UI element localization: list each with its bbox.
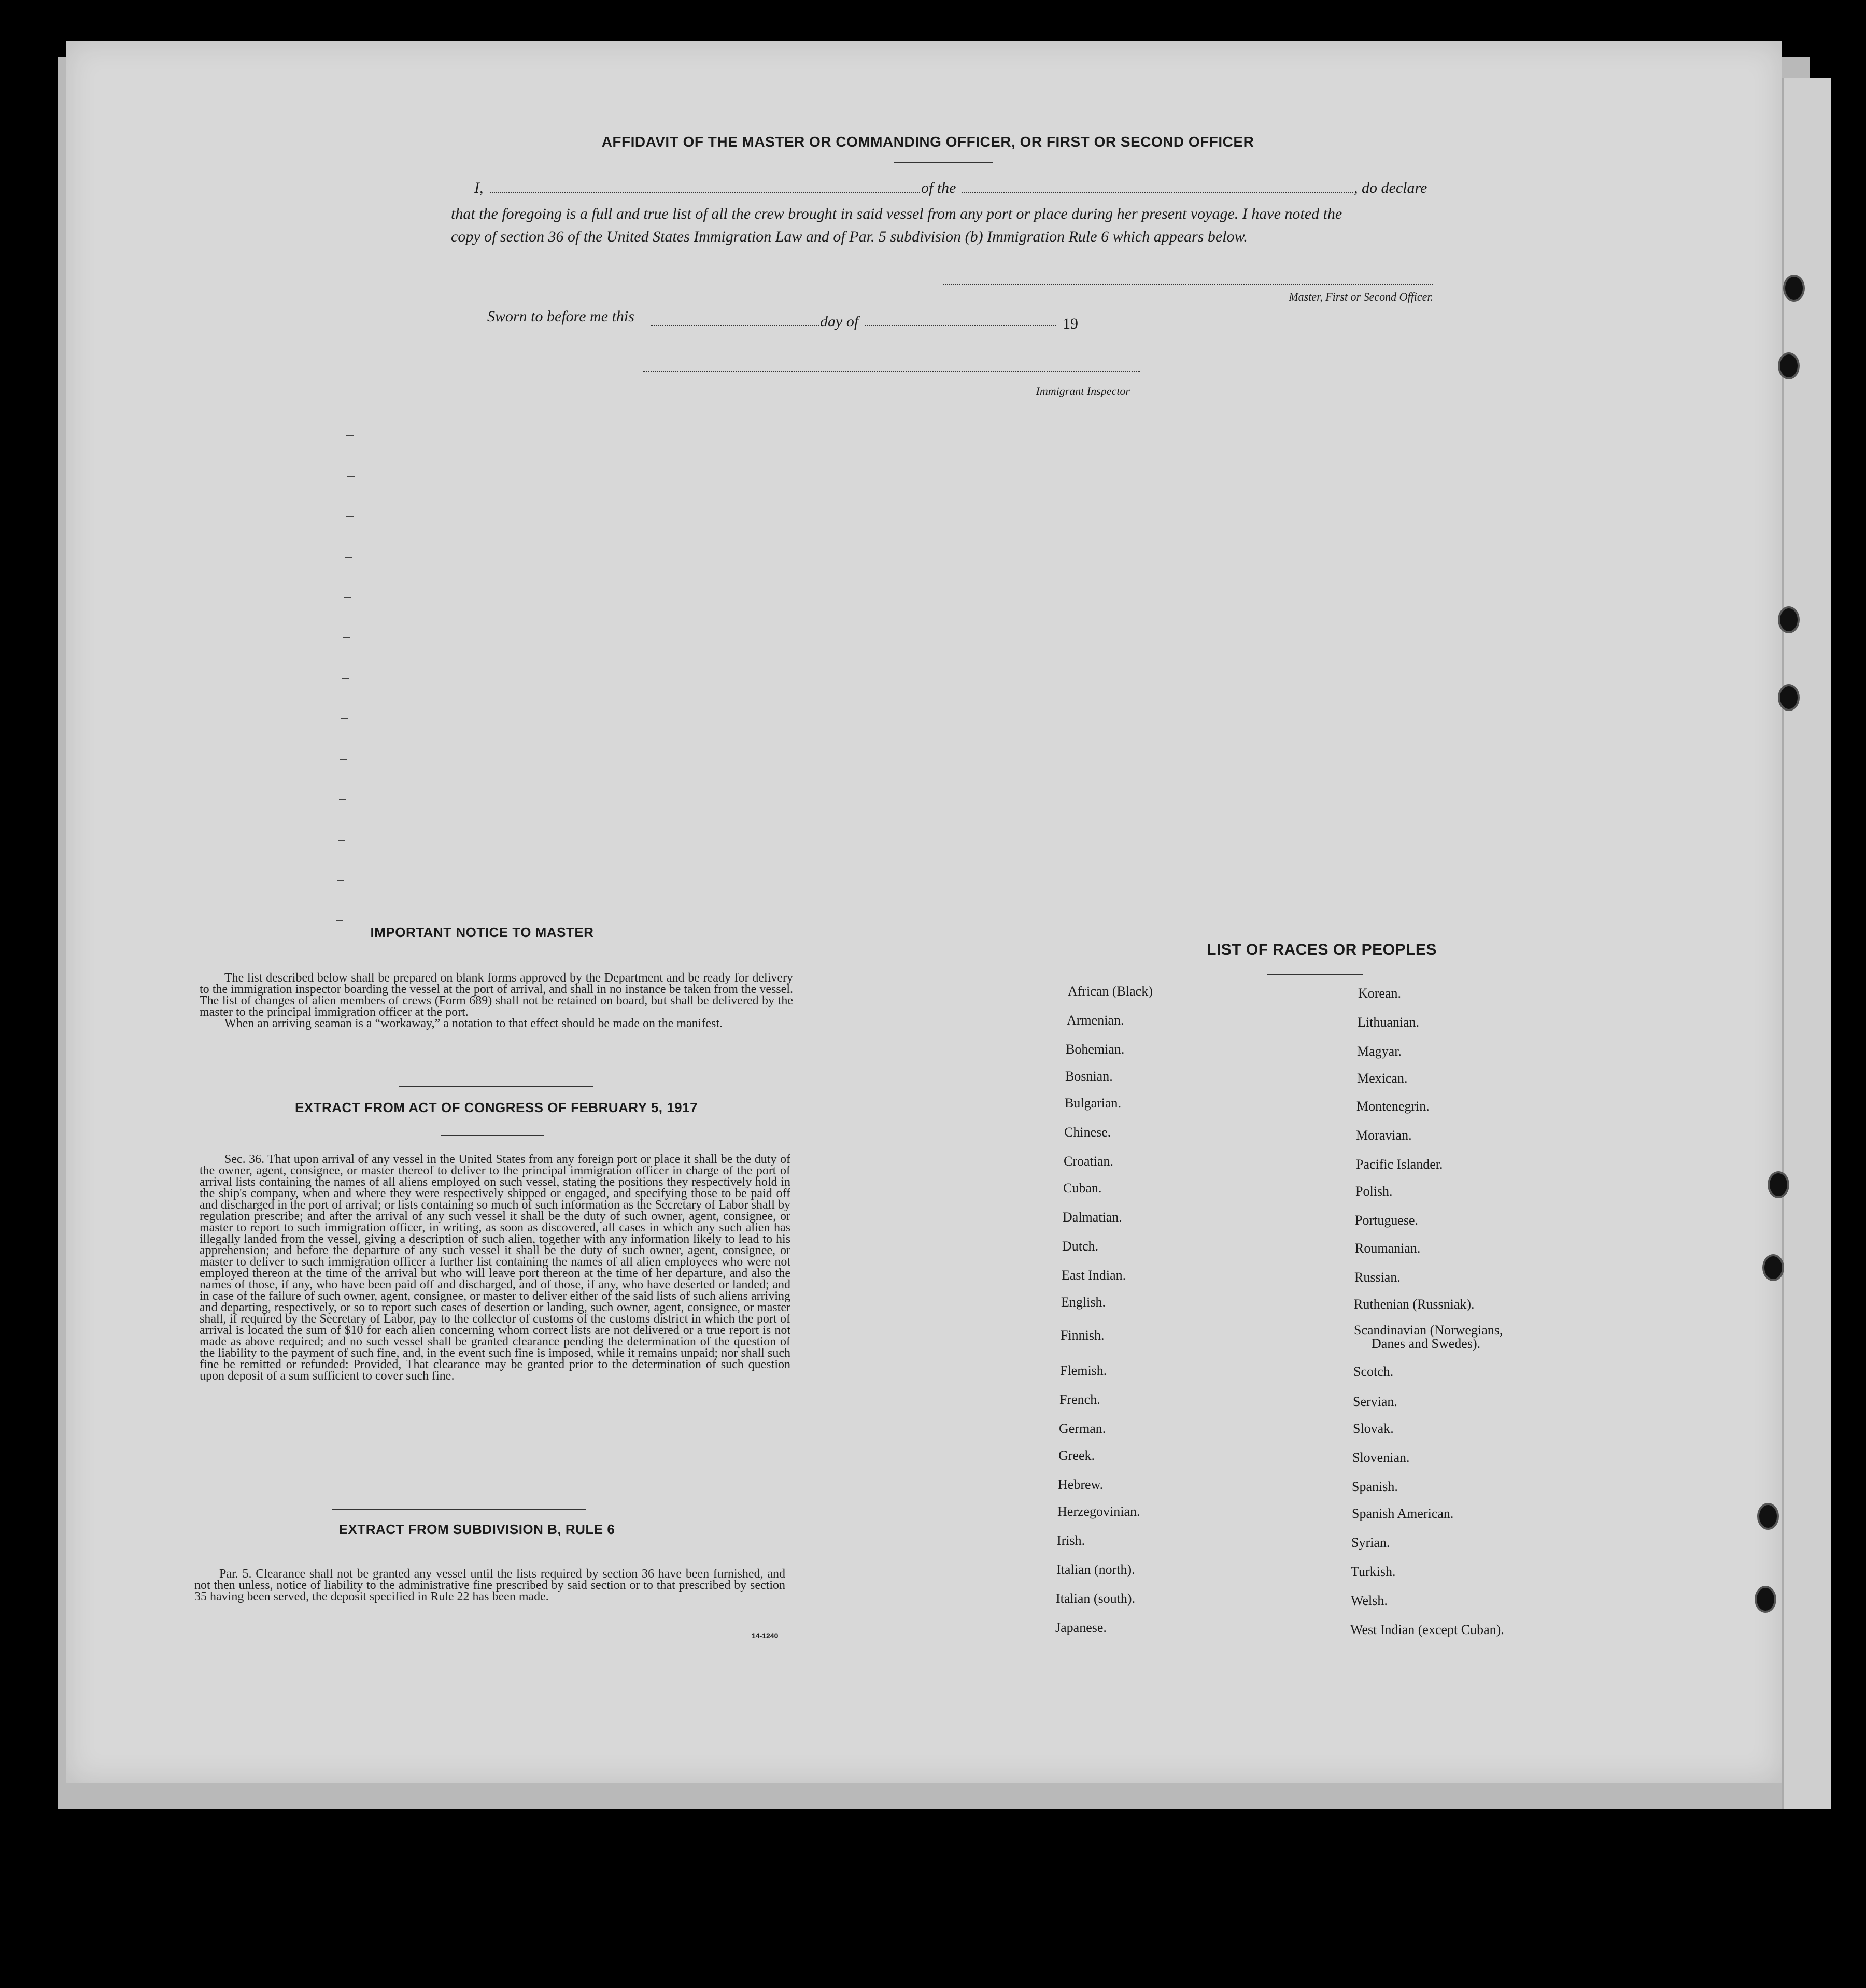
race-item: Moravian.	[1356, 1128, 1412, 1143]
race-item: Croatian.	[1064, 1154, 1114, 1169]
race-item: Scandinavian (Norwegians,	[1354, 1323, 1503, 1338]
notice-paragraph-1: The list described below shall be prepared on blank forms approved by the Department and be ready for delivery to the immigration inspector boarding the vessel at the port of arrival, and shall in no instance be taken from the vessel. The list of changes of alien members of crews (Form 689) shall not be retained on board, but shall be delivered by the master to the principal immigration officer at the port.	[200, 971, 793, 1019]
race-item: Turkish.	[1351, 1564, 1396, 1579]
race-item: Slovenian.	[1352, 1450, 1410, 1465]
sworn-label: Sworn to before me this	[487, 308, 634, 325]
race-item: Portuguese.	[1355, 1213, 1419, 1228]
race-item: Montenegrin.	[1356, 1099, 1430, 1114]
race-item: Servian.	[1353, 1394, 1397, 1409]
race-item: Flemish.	[1060, 1363, 1107, 1378]
race-item: Greek.	[1058, 1448, 1095, 1463]
margin-dash	[336, 920, 343, 921]
binder-hole	[1783, 275, 1805, 302]
race-item: Mexican.	[1357, 1071, 1408, 1086]
race-item: French.	[1059, 1392, 1100, 1407]
rule-extract-body	[194, 1568, 785, 1602]
inspector-signature-label: Immigrant Inspector	[1036, 385, 1130, 397]
sworn-day-blank[interactable]	[651, 325, 819, 326]
races-title: LIST OF RACES OR PEOPLES	[1207, 941, 1437, 958]
act-extract-body	[200, 1154, 790, 1382]
race-item: Spanish.	[1352, 1479, 1398, 1494]
race-item: East Indian.	[1062, 1268, 1126, 1283]
margin-dash	[341, 718, 348, 719]
day-of-label: day of	[820, 313, 859, 330]
binder-hole	[1762, 1254, 1784, 1281]
vessel-blank[interactable]	[962, 192, 1353, 193]
race-item: Hebrew.	[1058, 1477, 1104, 1492]
race-item: German.	[1059, 1421, 1106, 1436]
race-item: Polish.	[1355, 1184, 1393, 1199]
month-blank[interactable]	[865, 325, 1056, 326]
notice-title: IMPORTANT NOTICE TO MASTER	[370, 925, 594, 940]
inspector-signature-line[interactable]	[643, 371, 1140, 372]
race-item: Irish.	[1057, 1533, 1085, 1548]
master-signature-label: Master, First or Second Officer.	[1289, 290, 1433, 303]
master-signature-line[interactable]	[943, 284, 1433, 285]
section-rule	[332, 1509, 586, 1510]
race-item: Korean.	[1358, 986, 1402, 1001]
title-rule	[894, 162, 993, 163]
section-rule	[399, 1086, 593, 1087]
act-extract-title: EXTRACT FROM ACT OF CONGRESS OF FEBRUARY 5, 1917	[294, 1100, 698, 1115]
section-36-text: Sec. 36. That upon arrival of any vessel in the United States from any foreign port or place it shall be the duty of the owner, agent, consignee, or master thereof to deliver to the principal immigration officer in charge of the port of arrival lists containing the names of all aliens employed on such vessel, stating the positions they respectively hold in the ship's company, when and where they were respectively shipped or engaged, and specifying those to be paid off and discharged in the port of arrival; or lists containing so much of such information as the Secretary of Labor shall by regulation prescribe; and after the arrival of any such vessel it shall be the duty of such owner, agent, consignee, or master to report to such immigration officer, in writing, as soon as discovered, all cases in which any such alien has illegally landed from the vessel, giving a description of such alien, together with any information likely to lead to his apprehension; and before the departure of any such vessel it shall be the duty of such owner, agent, consignee, or master to deliver to such immigration officer a further list containing the names of all alien employees who were not employed thereon at the time of the arrival but who will leave port thereon at the time of her departure, and also the names of those, if any, who have been paid off and discharged, and of those, if any, who have deserted or landed; and in case of the failure of such owner, agent, consignee, or master to deliver either of the said lists of such aliens arriving and departing, respectively, or so to report such cases of desertion or landing, such owner, agent, consignee, or master shall, if required by the Secretary of Labor, pay to the collector of customs of the customs district in which the port of arrival is located the sum of $10 for each alien concerning whom correct lists are not delivered or a true report is not made as above required; and no such vessel shall be granted clearance pending the determination of the question of the liability to the payment of such fine, and, in the event such fine is imposed, while it remains unpaid; nor shall such fine be remitted or refunded: Provided, That clearance may be granted prior to the determination of such question upon deposit of a sum sufficient to cover such fine.	[200, 1153, 790, 1383]
margin-dash	[346, 516, 354, 517]
margin-dash	[345, 557, 352, 558]
margin-dash	[339, 799, 346, 800]
race-item: Slovak.	[1353, 1421, 1394, 1436]
margin-dash	[343, 637, 350, 638]
race-item: African (Black)	[1068, 984, 1153, 999]
margin-dash	[342, 678, 349, 679]
race-item: Bulgarian.	[1065, 1096, 1122, 1111]
race-item: Ruthenian (Russniak).	[1354, 1297, 1475, 1312]
race-item: Roumanian.	[1355, 1241, 1421, 1256]
affidavit-i: I,	[474, 179, 484, 196]
race-item: Italian (north).	[1056, 1562, 1135, 1577]
margin-dash	[346, 435, 354, 436]
binder-hole	[1768, 1171, 1789, 1198]
rule-extract-title: EXTRACT FROM SUBDIVISION B, RULE 6	[338, 1522, 615, 1537]
race-item: Cuban.	[1063, 1181, 1102, 1196]
race-item: English.	[1061, 1295, 1106, 1310]
race-item: Bohemian.	[1066, 1042, 1125, 1057]
binder-hole	[1778, 352, 1800, 379]
race-item: Dalmatian.	[1063, 1210, 1122, 1225]
margin-dash	[338, 840, 345, 841]
races-rule	[1267, 974, 1363, 975]
affidavit-line3: copy of section 36 of the United States Immigration Law and of Par. 5 subdivision (b) Immigration Rule 6 which appears below.	[451, 228, 1248, 245]
race-item: West Indian (except Cuban).	[1350, 1622, 1504, 1637]
section-rule	[441, 1135, 544, 1136]
affidavit-title: AFFIDAVIT OF THE MASTER OR COMMANDING OFFICER, OR FIRST OR SECOND OFFICER	[601, 134, 1254, 150]
race-item: Pacific Islander.	[1356, 1157, 1443, 1172]
binder-hole	[1778, 684, 1800, 711]
binder-hole	[1755, 1586, 1776, 1613]
race-item: Herzegovinian.	[1057, 1504, 1140, 1519]
affidavit-of-the: of the	[921, 179, 956, 196]
affidavit-declare: , do declare	[1354, 179, 1427, 196]
adjacent-page-edge	[1782, 78, 1831, 1809]
race-item: Welsh.	[1351, 1593, 1388, 1608]
year-prefix: 19	[1063, 315, 1078, 332]
margin-dash	[337, 880, 344, 881]
race-item: Chinese.	[1064, 1125, 1111, 1140]
race-item: Lithuanian.	[1358, 1015, 1420, 1030]
race-item: Russian.	[1354, 1270, 1401, 1285]
affidavit-line2: that the foregoing is a full and true list of all the crew brought in said vessel from any port or place during her present voyage. I have noted the	[451, 205, 1342, 222]
binder-hole	[1757, 1503, 1779, 1530]
notice-paragraph-2: When an arriving seaman is a “workaway,” a notation to that effect should be made on the manifest.	[224, 1017, 723, 1030]
margin-dash	[340, 759, 347, 760]
margin-dash	[344, 597, 351, 598]
race-item: Magyar.	[1357, 1044, 1402, 1059]
form-number: 14-1240	[752, 1631, 779, 1640]
race-item: Bosnian.	[1065, 1069, 1113, 1084]
binder-hole	[1778, 606, 1800, 633]
notice-body	[200, 972, 793, 1029]
name-blank[interactable]	[490, 192, 920, 193]
race-item: Syrian.	[1351, 1535, 1390, 1550]
race-item: Finnish.	[1061, 1328, 1105, 1343]
par-5-text: Par. 5. Clearance shall not be granted any vessel until the lists required by section 36 have been furnished, and not then unless, notice of liability to the administrative fine prescribed by said section or to that prescribed by section 35 having been served, the deposit specified in Rule 22 has been made.	[194, 1567, 785, 1603]
race-item: Armenian.	[1067, 1013, 1124, 1028]
margin-dash	[347, 476, 355, 477]
race-item: Danes and Swedes).	[1372, 1336, 1481, 1351]
race-item: Italian (south).	[1056, 1591, 1136, 1606]
race-item: Japanese.	[1055, 1620, 1107, 1635]
race-item: Spanish American.	[1352, 1506, 1454, 1521]
race-item: Scotch.	[1353, 1364, 1394, 1379]
race-item: Dutch.	[1062, 1239, 1099, 1254]
